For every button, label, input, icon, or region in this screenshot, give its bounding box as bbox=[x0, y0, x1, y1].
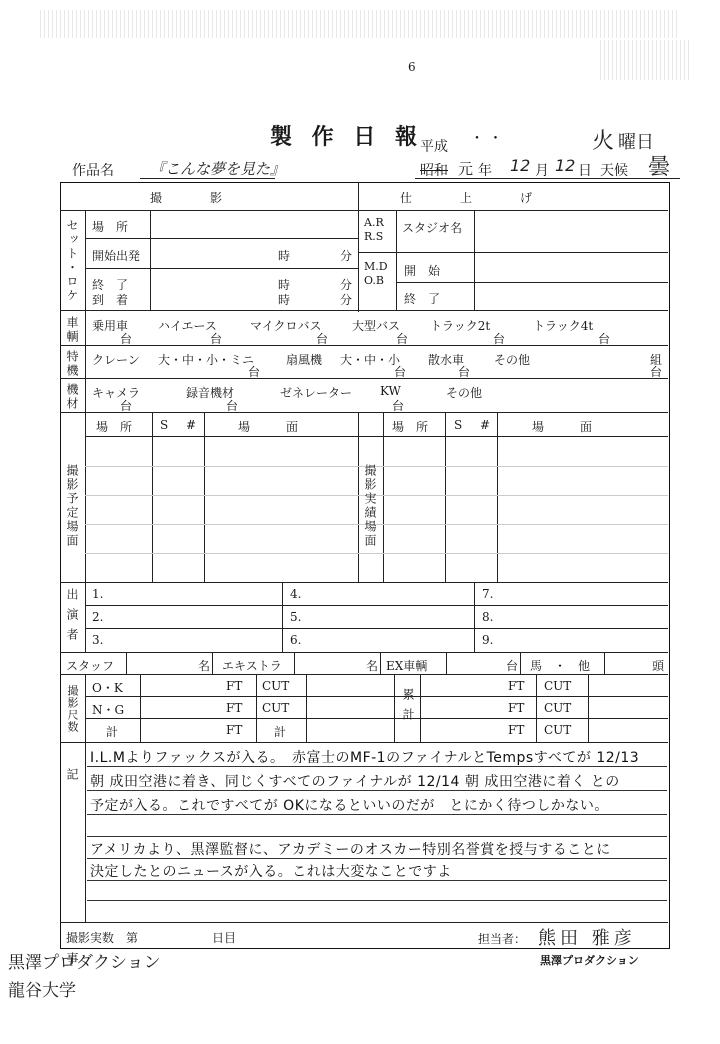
scenes-mid-1 bbox=[358, 412, 359, 582]
arrive-minute: 分 bbox=[340, 293, 353, 307]
film-col-6 bbox=[536, 674, 537, 742]
film-row-2 bbox=[85, 718, 668, 719]
era-written: 平成 bbox=[420, 139, 448, 155]
cast-number-2: 2. bbox=[92, 610, 104, 624]
scan-noise-right bbox=[600, 40, 690, 80]
memo-line-2: 朝 成田空港に着き、同じくすべてのファイナルが 12/14 朝 成田空港に着く との bbox=[90, 774, 620, 790]
cast-number-3: 3. bbox=[92, 633, 104, 647]
set-row-line-2 bbox=[85, 268, 358, 269]
equipment-item-2: ゼネレーター bbox=[280, 386, 353, 400]
special-item-3: 大・中・小 bbox=[340, 353, 401, 367]
staff-col-5 bbox=[446, 652, 447, 674]
sched-label: 撮影予定場面 bbox=[65, 464, 79, 548]
vehicle-item-5: トラック4t bbox=[533, 319, 594, 333]
actual-col-scene: 場 面 bbox=[532, 420, 593, 434]
page-title: 製 作 日 報 bbox=[270, 124, 423, 150]
film-col-3 bbox=[306, 674, 307, 742]
vehicle-label: 車輌 bbox=[65, 316, 79, 344]
scenes-col-2 bbox=[204, 412, 205, 582]
cast-col-2 bbox=[474, 582, 475, 652]
company-printed: 黒澤プロダクション bbox=[540, 954, 639, 967]
cast-row-1 bbox=[85, 605, 668, 606]
staff-col-4 bbox=[380, 652, 381, 674]
film-label: 撮影尺数 bbox=[66, 685, 79, 733]
date-underline bbox=[415, 178, 680, 179]
equipment-unit-2: 台 bbox=[392, 399, 405, 413]
cast-number-5: 5. bbox=[290, 610, 302, 624]
memo-label: 記 事 bbox=[65, 768, 79, 1044]
film-col-2 bbox=[256, 674, 257, 742]
equipment-item-0: キャメラ bbox=[92, 386, 141, 400]
film-col-4 bbox=[394, 674, 395, 742]
title-dots: ・ ・ bbox=[470, 131, 503, 147]
cast-row-2 bbox=[85, 628, 668, 629]
special-item-1: 大・中・小・ミニ bbox=[158, 353, 255, 367]
set-loca-divider bbox=[85, 210, 86, 310]
set-loca-label: セット・ロケ bbox=[65, 219, 79, 303]
staff-col-7 bbox=[604, 652, 605, 674]
staff-unit: 名 bbox=[198, 659, 211, 673]
month-label: 月 bbox=[535, 163, 549, 179]
section-line-vehicle bbox=[60, 310, 668, 311]
vehicle-item-1: ハイエース bbox=[158, 319, 217, 333]
vehicle-divider bbox=[85, 310, 86, 416]
vehicle-unit-4: 台 bbox=[493, 332, 506, 346]
section-line-equipment bbox=[60, 378, 668, 379]
special-item-2: 扇風機 bbox=[286, 353, 323, 367]
vehicle-item-2: マイクロバス bbox=[250, 319, 322, 333]
cumulative-label: 累計 bbox=[401, 688, 415, 728]
film-divider bbox=[85, 674, 86, 742]
cum-cut-3: CUT bbox=[544, 723, 572, 737]
sched-col-place: 場 所 bbox=[96, 420, 133, 434]
shoot-days-suffix: 日目 bbox=[212, 931, 237, 945]
cum-ft-3: FT bbox=[508, 723, 525, 737]
person-label: 担当者： bbox=[478, 932, 527, 946]
depart-label: 開始出発 bbox=[92, 249, 141, 263]
cast-number-6: 6. bbox=[290, 633, 302, 647]
vehicle-unit-0: 台 bbox=[120, 332, 133, 346]
scenes-col-4 bbox=[497, 412, 498, 582]
ar-rs-label: A.R R.S bbox=[364, 216, 384, 243]
month-value: 12 bbox=[510, 156, 531, 175]
total-label: 計 bbox=[106, 725, 119, 739]
ok-ft: FT bbox=[226, 679, 243, 693]
cum-ft-2: FT bbox=[508, 701, 525, 715]
finishing-label-col bbox=[474, 210, 475, 310]
cast-divider bbox=[85, 582, 86, 652]
ok-label: O・K bbox=[92, 681, 123, 695]
memo-divider bbox=[85, 742, 86, 922]
film-col-1 bbox=[140, 674, 141, 742]
cast-number-8: 8. bbox=[482, 610, 494, 624]
equipment-item-1: 録音機材 bbox=[186, 386, 235, 400]
label-col-line bbox=[150, 210, 151, 310]
header-split bbox=[358, 182, 359, 312]
equipment-unit-0: 台 bbox=[120, 399, 133, 413]
weekday-label: 曜日 bbox=[618, 132, 654, 153]
work-name-label: 作品名 bbox=[72, 163, 114, 179]
location-label: 場 所 bbox=[92, 220, 129, 234]
start-label: 開 始 bbox=[404, 264, 441, 278]
section-line-cast bbox=[60, 582, 668, 583]
finishing-col-line bbox=[396, 210, 397, 310]
page-number: 6 bbox=[408, 60, 416, 74]
vehicle-unit-5: 台 bbox=[598, 332, 611, 346]
equipment-item-3: KW bbox=[380, 384, 401, 398]
header-shooting: 撮 影 bbox=[150, 191, 223, 205]
finish-label: 終 了 bbox=[404, 292, 441, 306]
work-name: 『こんな夢を見た』 bbox=[150, 160, 286, 178]
actual-label: 撮影実績場面 bbox=[363, 464, 377, 548]
ng-cut: CUT bbox=[262, 701, 290, 715]
ng-label: N・G bbox=[92, 703, 125, 717]
special-unit-1: 台 bbox=[394, 365, 407, 379]
special-unit-0: 台 bbox=[248, 365, 261, 379]
day-label: 日 bbox=[578, 163, 592, 179]
finishing-line-2 bbox=[396, 282, 668, 283]
section-line-special bbox=[60, 345, 668, 346]
end-minute: 分 bbox=[340, 278, 353, 292]
special-unit-3: 台 bbox=[650, 365, 663, 379]
cum-ft-1: FT bbox=[508, 679, 525, 693]
cast-number-7: 7. bbox=[482, 587, 494, 601]
ok-cut: CUT bbox=[262, 679, 290, 693]
vehicle-unit-2: 台 bbox=[316, 332, 329, 346]
end-hour: 時 bbox=[278, 278, 291, 292]
horse-unit: 頭 bbox=[652, 659, 665, 673]
set-row-line-1 bbox=[85, 238, 358, 239]
staff-col-2 bbox=[212, 652, 213, 674]
arrive-label: 到 着 bbox=[92, 293, 129, 307]
vehicle-item-3: 大型バス bbox=[352, 319, 401, 333]
section-line-staff bbox=[60, 652, 668, 653]
section-line-memo bbox=[60, 742, 668, 743]
day-value: 12 bbox=[555, 156, 576, 175]
scan-noise-top bbox=[40, 10, 680, 38]
weekday-value: 火 bbox=[592, 129, 615, 154]
sched-col-num: # bbox=[186, 418, 197, 432]
ex-vehicle-label: EX車輌 bbox=[386, 659, 428, 673]
scenes-divider bbox=[85, 412, 86, 582]
scenes-col-1 bbox=[152, 412, 153, 582]
weather-label: 天候 bbox=[600, 163, 628, 179]
cast-number-1: 1. bbox=[92, 587, 104, 601]
depart-hour: 時 bbox=[278, 249, 291, 263]
cast-col-1 bbox=[282, 582, 283, 652]
arrive-hour: 時 bbox=[278, 293, 291, 307]
person-name: 熊田 雅彦 bbox=[538, 928, 636, 949]
memo-line-5: アメリカより、黒澤監督に、アカデミーのオスカー特別名誉賞を授与することに bbox=[90, 842, 611, 858]
special-item-5: その他 bbox=[494, 353, 531, 367]
era-printed: 昭和 bbox=[420, 163, 448, 179]
actual-col-s: S bbox=[454, 418, 463, 432]
vehicle-unit-3: 台 bbox=[396, 332, 409, 346]
vehicle-item-0: 乗用車 bbox=[92, 319, 129, 333]
equipment-label: 機材 bbox=[65, 383, 79, 411]
extra-unit: 名 bbox=[366, 659, 379, 673]
film-col-5 bbox=[420, 674, 421, 742]
cum-cut-1: CUT bbox=[544, 679, 572, 693]
cast-number-4: 4. bbox=[290, 587, 302, 601]
ex-vehicle-unit: 台 bbox=[506, 659, 519, 673]
watermark-university: 龍谷大学 bbox=[8, 981, 76, 1001]
memo-line-1: I.L.Mよりファックスが入る。 赤富士のMF-1のファイナルとTempsすべてが 12/13 bbox=[90, 750, 640, 766]
scenes-header-line bbox=[85, 436, 668, 437]
year-label: 年 bbox=[478, 163, 492, 179]
section-line-film bbox=[60, 674, 668, 675]
scenes-col-3 bbox=[445, 412, 446, 582]
film-col-7 bbox=[588, 674, 589, 742]
memo-rule-7 bbox=[87, 900, 667, 901]
equipment-unit-1: 台 bbox=[226, 399, 239, 413]
memo-line-3: 予定が入る。これですべてが OKになるといいのだが とにかく待つしかない。 bbox=[90, 798, 609, 814]
weather-value: 曇 bbox=[648, 155, 671, 180]
finishing-line-1 bbox=[358, 252, 668, 253]
md-ob-label: M.D O.B bbox=[364, 260, 388, 287]
special-unit-kumi: 組 bbox=[650, 353, 663, 367]
ng-ft: FT bbox=[226, 701, 243, 715]
special-item-0: クレーン bbox=[92, 353, 140, 367]
special-item-4: 散水車 bbox=[428, 353, 465, 367]
scenes-mid-2 bbox=[383, 412, 384, 582]
memo-line-6: 決定したとのニュースが入る。これは大変なことですよ bbox=[90, 864, 452, 880]
cast-number-9: 9. bbox=[482, 633, 494, 647]
vehicle-item-4: トラック2t bbox=[430, 319, 491, 333]
film-row-1 bbox=[85, 696, 668, 697]
header-finishing: 仕 上 げ bbox=[400, 191, 533, 205]
equipment-item-4: その他 bbox=[446, 386, 483, 400]
end-label: 終 了 bbox=[92, 278, 129, 292]
actual-col-place: 場 所 bbox=[392, 420, 429, 434]
sched-col-scene: 場 面 bbox=[238, 420, 299, 434]
work-name-underline bbox=[140, 178, 275, 179]
staff-col-6 bbox=[520, 652, 521, 674]
total-total: 計 bbox=[274, 725, 287, 739]
special-label: 特機 bbox=[65, 350, 79, 378]
shoot-days-label: 撮影実数 第 bbox=[66, 931, 139, 945]
staff-col-1 bbox=[126, 652, 127, 674]
memo-rule-4 bbox=[87, 836, 667, 837]
actual-col-num: # bbox=[480, 418, 491, 432]
sched-col-s: S bbox=[160, 418, 169, 432]
staff-col-3 bbox=[294, 652, 295, 674]
depart-minute: 分 bbox=[340, 249, 353, 263]
total-ft: FT bbox=[226, 723, 243, 737]
section-line-footer bbox=[60, 922, 668, 923]
extra-label: エキストラ bbox=[222, 659, 282, 673]
cast-label: 出演者 bbox=[65, 588, 79, 648]
staff-label: スタッフ bbox=[66, 659, 115, 673]
studio-label: スタジオ名 bbox=[402, 221, 463, 235]
vehicle-unit-1: 台 bbox=[210, 332, 223, 346]
special-unit-2: 台 bbox=[458, 365, 471, 379]
year-value: 元 bbox=[458, 160, 474, 178]
cum-cut-2: CUT bbox=[544, 701, 572, 715]
watermark-company: 黒澤プロダクション bbox=[8, 953, 161, 973]
horse-label: 馬 ・ 他 bbox=[530, 659, 591, 673]
